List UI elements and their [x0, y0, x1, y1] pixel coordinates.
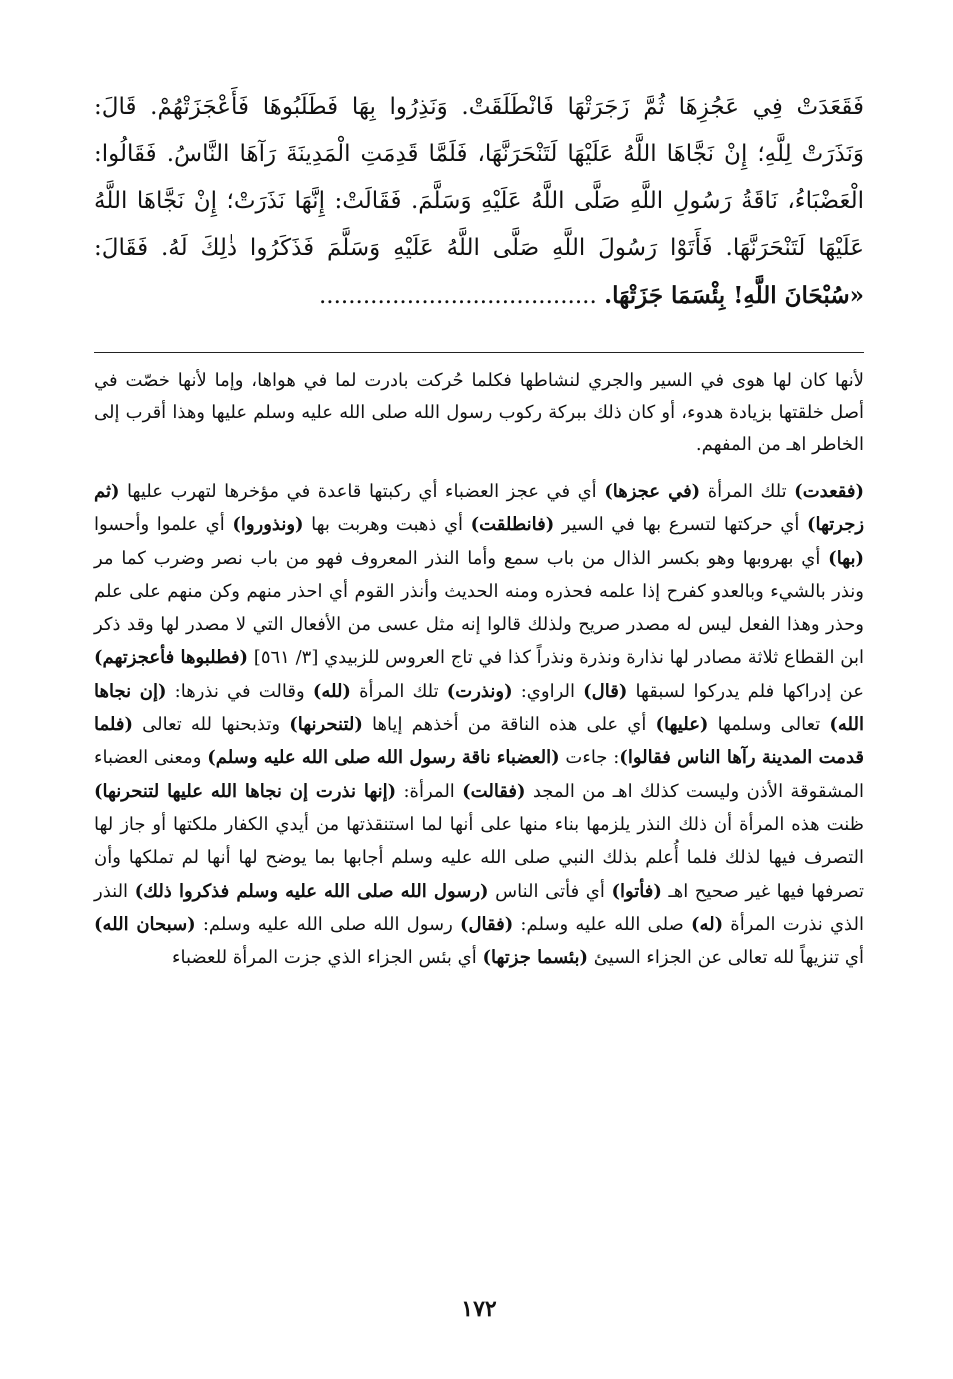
commentary-term: (ونذوروا) — [232, 514, 304, 536]
commentary-term: (له) — [690, 913, 724, 935]
commentary-term: (فانطلقت) — [470, 514, 555, 536]
commentary-term: (ونذرت) — [446, 680, 513, 702]
commentary-text: أي بئس الجزاء الذي جزت المرأة للعضباء — [172, 947, 483, 969]
commentary-text: النذر الذي نذرت المرأة — [94, 880, 864, 935]
commentary-text: صلى الله عليه وسلم: — [513, 913, 691, 935]
commentary-term: (لله) — [312, 680, 351, 702]
commentary-term: (فقالت) — [462, 780, 526, 802]
commentary-text: أي تنزيهاً لله تعالى عن الجزاء السيئ — [588, 947, 864, 969]
commentary-text: عن إدراكها فلم يدركوا لسبقها — [627, 680, 864, 702]
footnote-paragraph: لأنها كان لها هوى في السير والجري لنشاطها فكلما حُركت بادرت لما في هواها، وإما لأنها خصّت في أصل خلقتها بزيادة هدوء، أو كان ذلك ببركة ركوب رسول الله صلى الله عليه وسلم عليها وهذا أقرب إلى الخاطر اهـ من المفهم. — [94, 370, 864, 455]
commentary-term: (سبحان الله) — [94, 913, 196, 935]
page-number: ١٧٢ — [461, 1296, 497, 1322]
commentary-text: ومعنى العضباء المشقوقة الأذن وليست كذلك اهـ من المجد — [94, 747, 865, 802]
commentary-term: (لتنحرنها) — [289, 714, 363, 736]
commentary-text: رسول الله صلى الله عليه وسلم: — [195, 913, 460, 935]
commentary-text: أي فأتى الناس — [488, 880, 612, 902]
section-divider — [94, 352, 864, 353]
commentary-term: (فقال) — [459, 913, 514, 935]
commentary-term: (بئسما جزتها) — [482, 947, 588, 969]
commentary-text: تعالى وسلمها — [708, 714, 830, 736]
commentary-term: (فلما قدمت المدينة رآها الناس فقالوا) — [94, 714, 864, 769]
commentary-text: أي على هذه الناقة من أخذهم إياها — [362, 714, 656, 736]
commentary-text: أي في عجز العضباء أي ركبتها قاعدة في مؤخرها لتهرب عليها — [119, 481, 605, 502]
commentary-term: (بها) — [828, 547, 864, 569]
commentary-text: الراوي: — [512, 680, 584, 702]
commentary-paragraph — [94, 475, 864, 974]
commentary-term: (قال) — [583, 680, 628, 702]
commentary-text: ظنت هذه المرأة أن ذلك النذر يلزمها بناء منها على أنها لما استنقذتها من أيدي الكفار ملكتها أو جاز لها التصرف فيها لذلك فلما أُعلم بذلك النبي صلى الله عليه وسلم أجابها بما يوضح لها أنها لم تملكها وأن تصرفها فيها غير صحيح اهـ — [94, 813, 865, 902]
commentary-text: أي بهروبها وهو بكسر الذال من باب سمع وأما النذر المعروف فهو من باب نصر وضرب كما مر ونذر بالشيء وبالعدو كفرح إذا علمه فحذره ومنه الحديث وأنذر القوم أي احذر منهم وكن منهم على علم وحذر وهذا الفعل ليس له مصدر صريح ولذلك قالوا إنه مثل عسى من الأفعال التي لا مصدر لها وقد ذكر ابن القطاع ثلاثة مصادر لها نذارة ونذرة ونذراً كذا في تاج العروس للزبيدي [٣/ ٥٦١] — [94, 547, 864, 669]
commentary-term: (إنها نذرت إن نجاها الله عليها لتنحرنها) — [94, 780, 397, 802]
commentary-term: (رسول الله صلى الله عليه وسلم فذكروا ذلك) — [134, 880, 489, 902]
hadith-text — [94, 84, 864, 320]
commentary-text: تلك المرأة — [350, 680, 447, 702]
commentary-term: (فطلبوها فأعجزتهم) — [94, 647, 249, 669]
book-page — [94, 84, 864, 1344]
commentary-text: أي ذهبت وهربت بها — [303, 514, 471, 536]
commentary-term: (فقعدت) — [794, 481, 864, 502]
commentary-term: (إن نجاها الله) — [94, 680, 864, 736]
hadith-highlight: «سُبْحَانَ اللَّهِ! بِئْسَمَا جَزَتْهَا. — [604, 282, 864, 309]
commentary-term: (ثم زجرتها) — [94, 481, 865, 536]
commentary-text: أي حركتها لتسرع بها في السير — [554, 514, 807, 536]
commentary-text: تلك المرأة — [700, 481, 795, 502]
commentary-text: المرأة: — [396, 780, 463, 802]
commentary-term: (في عجزها) — [604, 481, 701, 502]
commentary-text: أي علموا وأحسوا — [94, 514, 233, 536]
commentary-term: (عليها) — [655, 714, 709, 736]
commentary-text: وتذبحنها لله تعالى — [132, 714, 290, 736]
hadith-dots: ...................................... — [318, 283, 597, 309]
commentary-term: (العضباء ناقة رسول الله صلى الله عليه وسلم) — [207, 747, 560, 769]
commentary-text: : جاءت — [559, 747, 620, 769]
commentary-term: (فأتوا) — [611, 880, 662, 902]
commentary-text: وقالت في نذرها: — [166, 680, 313, 702]
hadith-body: فَقَعَدَتْ فِي عَجُزِهَا ثُمَّ زَجَرَتْهَا فَانْطَلَقَتْ. وَنَذِرُوا بِهَا فَطَلَبُوهَا فَأَعْجَزَتْهُمْ. قَالَ: وَنَذَرَتْ لِلَّهِ؛ إِنْ نَجَّاهَا اللَّهُ عَلَيْهَا لَتَنْحَرَنَّهَا، فَلَمَّا قَدِمَتِ الْمَدِينَةَ رَآهَا النَّاسُ. فَقَالُوا: الْعَضْبَاءُ، نَاقَةُ رَسُولِ اللَّهِ صَلَّى اللَّهُ عَلَيْهِ وَسَلَّمَ. فَقَالَتْ: إِنَّهَا نَذَرَتْ؛ إِنْ نَجَّاهَا اللَّهُ عَلَيْهَا لَتَنْحَرَنَّهَا. فَأَتَوْا رَسُولَ اللَّهِ صَلَّى اللَّهُ عَلَيْهِ وَسَلَّمَ فَذَكَرُوا ذٰلِكَ لَهُ. فَقَالَ: — [94, 94, 864, 261]
